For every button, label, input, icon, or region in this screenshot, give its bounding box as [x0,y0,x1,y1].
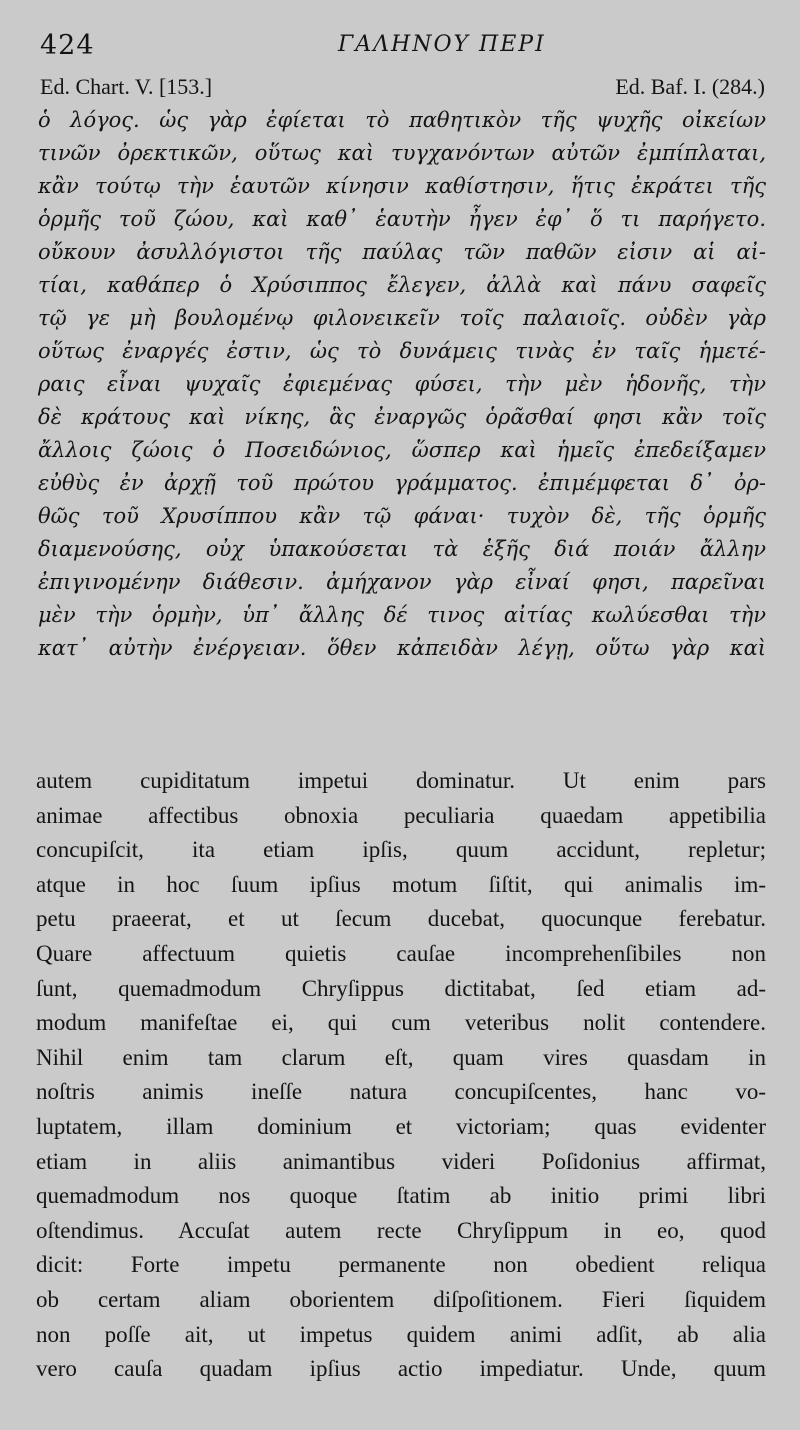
greek-text-block [38,104,766,665]
latin-text-block [36,764,766,1387]
latin-text-line: autem cupiditatum impetui dominatur. Ut enim pars [36,768,766,793]
latin-text-line: Nihil enim tam clarum eſt, quam vires quasdam in [36,1044,766,1070]
edition-basel-reference: Ed. Baf. I. (284.) [615,74,765,99]
page-number: 424 [40,30,95,61]
greek-text-line: ὁρμῆς τοῦ ζώου, καὶ καθ᾽ ἑαυτὴν ἦγεν ἐφ᾽ ὅ τι παρήγετο. [38,207,766,231]
greek-text-line: οὕτως ἐναργές ἐστιν, ὡς τὸ δυνάμεις τινὰς ἐν ταῖς ἡμετέ- [38,339,766,363]
greek-text-line: κατ᾽ αὐτὴν ἐνέργειαν. ὅθεν κἀπειδὰν λέγῃ, οὕτω γὰρ καὶ [38,636,766,660]
latin-text-line: non poſſe ait, ut impetus quidem animi adſit, ab alia [36,1321,766,1347]
latin-text-line: dicit: Forte impetu permanente non obedient reliqua [36,1252,766,1278]
latin-text-line: atque in hoc ſuum ipſius motum ſiſtit, qui animalis im- [36,871,766,897]
greek-text-line: τινῶν ὀρεκτικῶν, οὕτως καὶ τυγχανόντων αὐτῶν ἐμπίπλαται, [38,141,766,165]
greek-text-line: τίαι, καθάπερ ὁ Χρύσιππος ἔλεγεν, ἀλλὰ καὶ πάνυ σαφεῖς [38,273,766,297]
latin-text-line: petu praeerat, et ut ſecum ducebat, quocunque ferebatur. [36,906,766,932]
greek-text-line: ἄλλοις ζώοις ὁ Ποσειδώνιος, ὥσπερ καὶ ἡμεῖς ἐπεδείξαμεν [38,438,766,462]
latin-text-line: oſtendimus. Accuſat autem recte Chryſippum in eo, quod [36,1217,766,1243]
greek-text-line: θῶς τοῦ Χρυσίππου κἂν τῷ φάναι· τυχὸν δὲ, τῆς ὁρμῆς [38,504,766,528]
latin-text-line: ſunt, quemadmodum Chryſippus dictitabat, ſed etiam ad- [36,975,766,1001]
edition-chartier-reference: Ed. Chart. V. [153.] [40,74,213,99]
latin-text-line: vero cauſa quadam ipſius actio impediatur. Unde, quum [36,1356,766,1382]
greek-text-line: δὲ κράτους καὶ νίκης, ἃς ἐναργῶς ὁρᾶσθαί φησι κἂν τοῖς [38,405,766,429]
latin-text-line: animae affectibus obnoxia peculiaria quaedam appetibilia [36,802,766,828]
greek-text-line: ἐπιγινομένην διάθεσιν. ἀμήχανον γὰρ εἶναί φησι, παρεῖναι [38,570,766,594]
greek-text-line: διαμενούσης, οὐχ ὑπακούσεται τὰ ἑξῆς διά ποιάν ἄλλην [38,537,766,561]
greek-text-line: τῷ γε μὴ βουλομένῳ φιλονεικεῖν τοῖς παλαιοῖς. οὐδὲν γὰρ [38,306,766,330]
running-title: ΓΑΛΗΝΟΥ ΠΕΡΙ [338,32,546,57]
latin-text-line: modum manifeſtae ei, qui cum veteribus nolit contendere. [36,1010,766,1036]
latin-text-line: concupiſcit, ita etiam ipſis, quum accidunt, repletur; [36,837,766,863]
greek-text-line: κἂν τούτῳ τὴν ἑαυτῶν κίνησιν καθίστησιν, ἥτις ἐκράτει τῆς [38,174,766,198]
greek-text-line: ὁ λόγος. ὡς γὰρ ἐφίεται τὸ παθητικὸν τῆς ψυχῆς οἰκείων [38,108,766,132]
greek-text-line: μὲν τὴν ὁρμὴν, ὑπ᾽ ἄλλης δέ τινος αἰτίας κωλύεσθαι τὴν [38,603,766,627]
latin-text-line: quemadmodum nos quoque ſtatim ab initio primi libri [36,1183,766,1209]
page-header [40,28,770,64]
greek-text-line: οὔκουν ἀσυλλόγιστοι τῆς παύλας τῶν παθῶν εἰσιν αἱ αἰ- [38,240,766,264]
edition-references [40,74,765,102]
latin-text-line: ob certam aliam oborientem diſpoſitionem. Fieri ſiquidem [36,1286,766,1312]
latin-text-line: etiam in aliis animantibus videri Poſidonius affirmat, [36,1148,766,1174]
latin-text-line: Quare affectuum quietis cauſae incomprehenſibiles non [36,940,766,966]
latin-text-line: noſtris animis ineſſe natura concupiſcentes, hanc vo- [36,1079,766,1105]
greek-text-line: ραις εἶναι ψυχαῖς ἐφιεμένας φύσει, τὴν μὲν ἡδονῆς, τὴν [38,372,766,396]
latin-text-line: luptatem, illam dominium et victoriam; quas evidenter [36,1113,766,1139]
greek-text-line: εὐθὺς ἐν ἀρχῇ τοῦ πρώτου γράμματος. ἐπιμέμφεται δ᾽ ὀρ- [38,471,766,495]
